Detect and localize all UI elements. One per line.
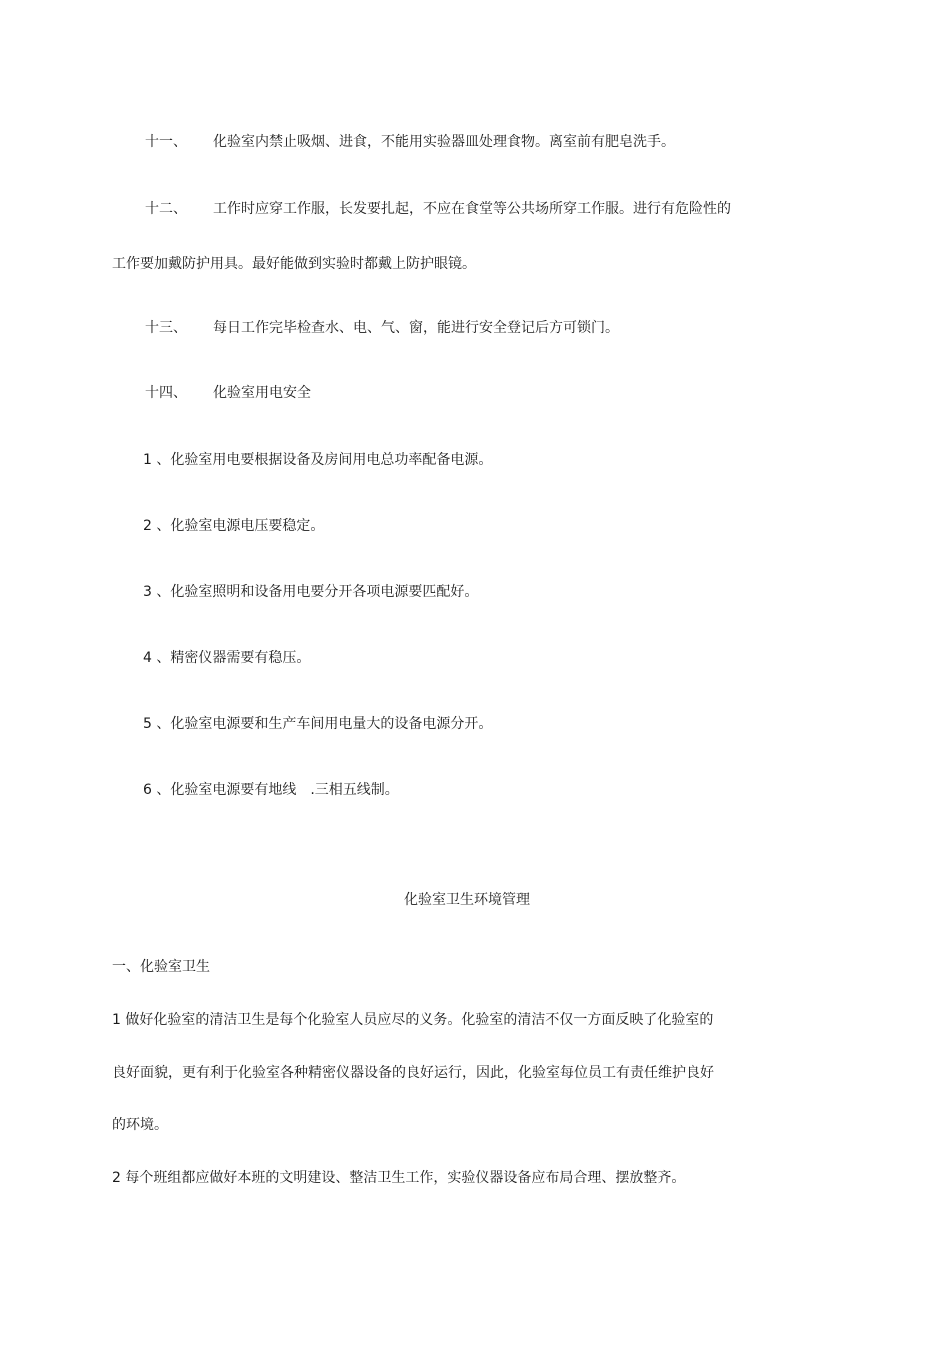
rule-number: 十一、 xyxy=(145,134,187,150)
rule-14 xyxy=(145,383,311,403)
rule-text: 化验室用电安全 xyxy=(213,385,311,401)
rule-number: 十二、 xyxy=(145,201,187,217)
rule-text: 每日工作完毕检查水、电、气、窗，能进行安全登记后方可锁门。 xyxy=(213,320,619,336)
hygiene-paragraph-line: 的环境。 xyxy=(112,1117,168,1133)
rule-number: 十四、 xyxy=(145,385,187,401)
hygiene-paragraph-line: 2 每个班组都应做好本班的文明建设、整洁卫生工作，实验仪器设备应布局合理、摆放整齐。 xyxy=(112,1170,686,1186)
rule-11 xyxy=(145,132,675,152)
rule-text: 化验室内禁止吸烟、进食，不能用实验器皿处理食物。离室前有肥皂洗手。 xyxy=(213,134,675,150)
section-title: 化验室卫生环境管理 xyxy=(404,892,530,908)
subsection-title: 一、化验室卫生 xyxy=(112,959,210,975)
rule-number: 十三、 xyxy=(145,320,187,336)
rule-12-continuation: 工作要加戴防护用具。最好能做到实验时都戴上防护眼镜。 xyxy=(112,256,476,272)
rule-text: 工作时应穿工作服，长发要扎起，不应在食堂等公共场所穿工作服。进行有危险性的 xyxy=(213,201,731,217)
hygiene-paragraph-line: 1 做好化验室的清洁卫生是每个化验室人员应尽的义务。化验室的清洁不仅一方面反映了化验室的 xyxy=(112,1012,714,1028)
hygiene-paragraph-line: 良好面貌，更有利于化验室各种精密仪器设备的良好运行，因此，化验室每位员工有责任维护良好 xyxy=(112,1065,714,1081)
rule-12 xyxy=(145,199,731,219)
electric-item: 2 、化验室电源电压要稳定。 xyxy=(143,518,325,534)
electric-item: 5 、化验室电源要和生产车间用电量大的设备电源分开。 xyxy=(143,716,493,732)
electric-item: 3 、化验室照明和设备用电要分开各项电源要匹配好。 xyxy=(143,584,479,600)
electric-item: 1 、化验室用电要根据设备及房间用电总功率配备电源。 xyxy=(143,452,493,468)
rule-13 xyxy=(145,318,619,338)
electric-item: 4 、精密仪器需要有稳压。 xyxy=(143,650,311,666)
electric-item: 6 、化验室电源要有地线 .三相五线制。 xyxy=(143,782,399,798)
